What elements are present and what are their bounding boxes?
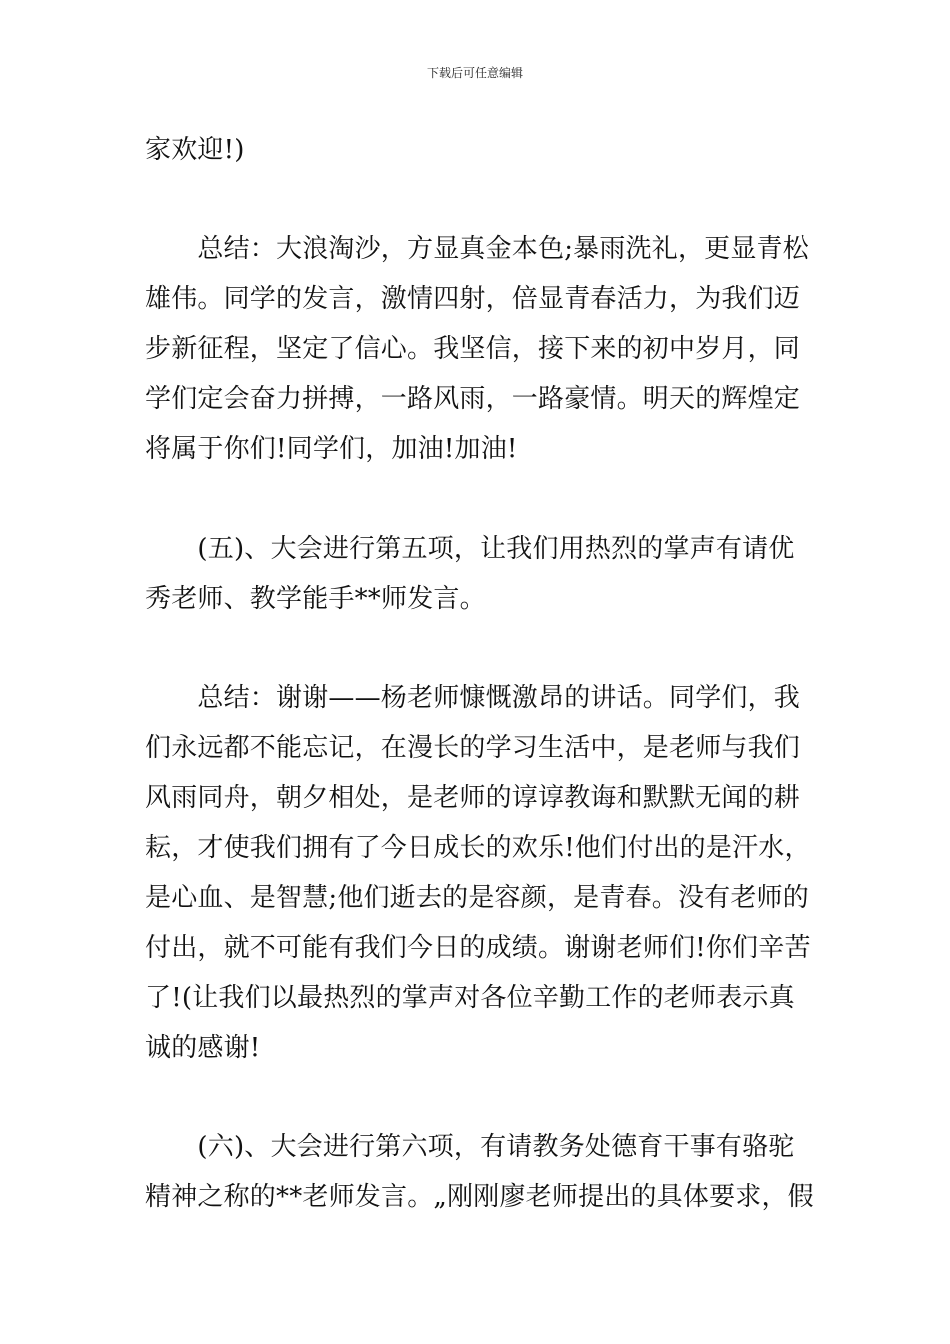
text-line: 诚的感谢! — [145, 1033, 261, 1063]
text-line: 精神之称的**老师发言。„刚刚廖老师提出的具体要求，假 — [145, 1182, 814, 1212]
text-line: 学们定会奋力拼搏，一路风雨，一路豪情。明天的辉煌定 — [145, 384, 801, 414]
text-line: 雄伟。同学的发言，激情四射，倍显青春活力，为我们迈 — [145, 284, 801, 314]
text-line: 总结：谢谢——杨老师慷慨激昂的讲话。同学们，我 — [145, 683, 801, 713]
text-line: (六)、大会进行第六项，有请教务处德育干事有骆驼 — [145, 1132, 795, 1162]
text-line: 们永远都不能忘记，在漫长的学习生活中，是老师与我们 — [145, 733, 801, 763]
page-header: 下载后可任意编辑 — [426, 66, 523, 80]
text-line: 付出，就不可能有我们今日的成绩。谢谢老师们!你们辛苦 — [145, 933, 811, 963]
text-line: 风雨同舟，朝夕相处，是老师的谆谆教诲和默默无闻的耕 — [145, 783, 801, 813]
text-line: 耘，才使我们拥有了今日成长的欢乐!他们付出的是汗水， — [145, 833, 811, 863]
text-line: 步新征程，坚定了信心。我坚信，接下来的初中岁月，同 — [145, 334, 801, 364]
text-line: 了!(让我们以最热烈的掌声对各位辛勤工作的老师表示真 — [145, 983, 795, 1013]
text-line: 总结：大浪淘沙，方显真金本色;暴雨洗礼，更显青松 — [145, 234, 809, 264]
text-line: 是心血、是智慧;他们逝去的是容颜，是青春。没有老师的 — [145, 883, 809, 913]
text-line: 秀老师、教学能手**师发言。 — [145, 584, 486, 614]
text-line: (五)、大会进行第五项，让我们用热烈的掌声有请优 — [145, 534, 795, 564]
text-line: 家欢迎!) — [145, 135, 245, 165]
text-line: 将属于你们!同学们，加油!加油! — [145, 434, 518, 464]
